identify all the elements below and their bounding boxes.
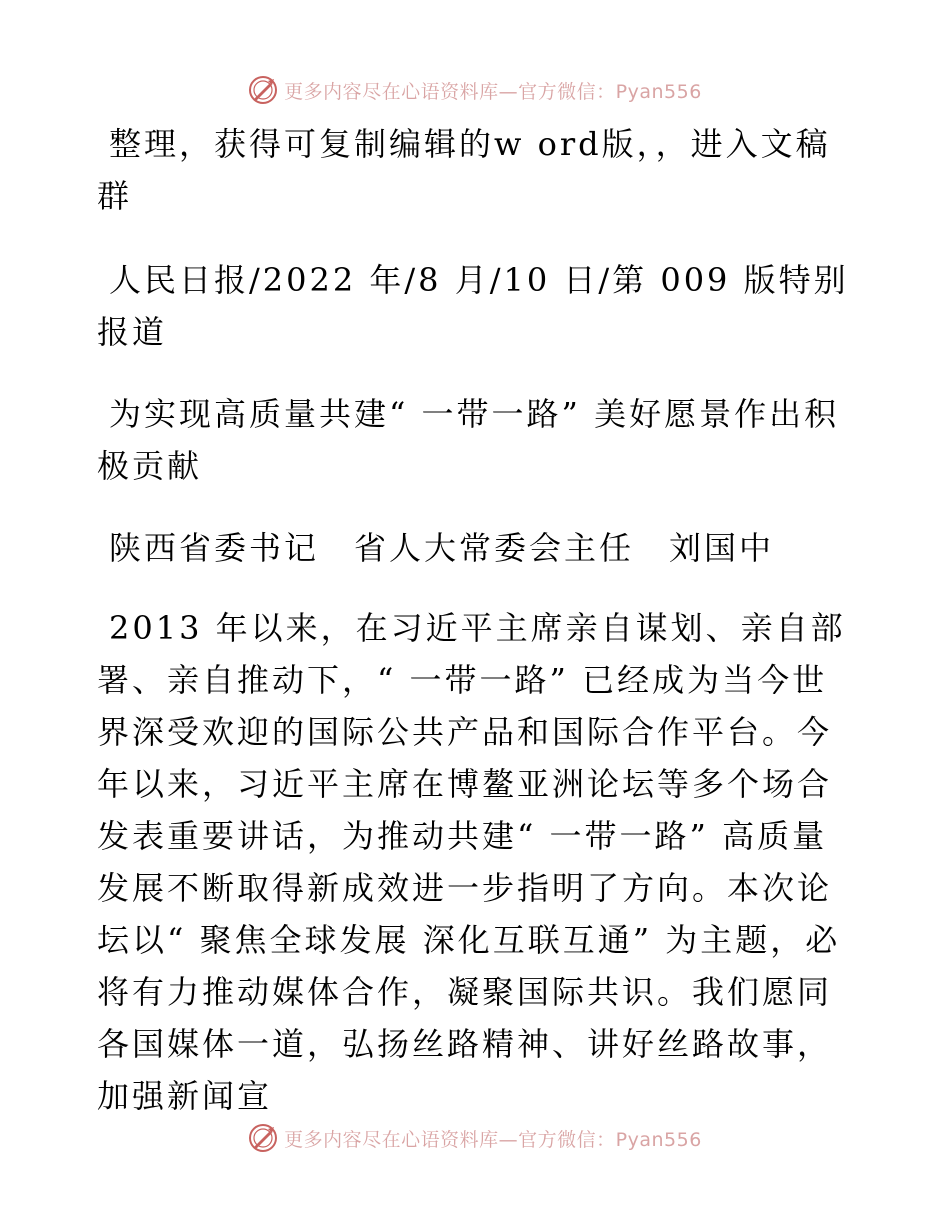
document-body <box>97 118 852 1122</box>
intro-note: 整理，获得可复制编辑的w ord版，，进入文稿群 <box>97 125 831 215</box>
watermark-footer <box>0 1118 950 1158</box>
watermark-header <box>0 70 950 110</box>
watermark-text: 更多内容尽在心语资料库—官方微信：Pyan556 <box>284 80 702 103</box>
quill-circle-logo-icon <box>248 1123 278 1153</box>
quill-circle-logo-icon <box>248 75 278 105</box>
watermark-text: 更多内容尽在心语资料库—官方微信：Pyan556 <box>284 1128 702 1151</box>
article-title: 为实现高质量共建“ 一带一路” 美好愿景作出积极贡献 <box>97 395 840 485</box>
source-line: 人民日报/2022 年/8 月/10 日/第 009 版特别报道 <box>97 261 849 351</box>
author-line: 陕西省委书记 省人大常委会主任 刘国中 <box>109 529 775 567</box>
body-paragraph: 2013 年以来，在习近平主席亲自谋划、亲自部署、亲自推动下，“ 一带一路” 已经成为当今世界深受欢迎的国际公共产品和国际合作平台。今年以来，习近平主席在博鳌亚洲论坛等多个场合发表重要讲话，为推动共建“ 一带一路” 高质量发展不断取得新成效进一步指明了方向。本次论坛以“ 聚焦全球发展 深化互联互通” 为主题，必将有力推动媒体合作，凝聚国际共识。我们愿同各国媒体一道，弘扬丝路精神、讲好丝路故事，加强新闻宣 <box>97 609 846 1115</box>
